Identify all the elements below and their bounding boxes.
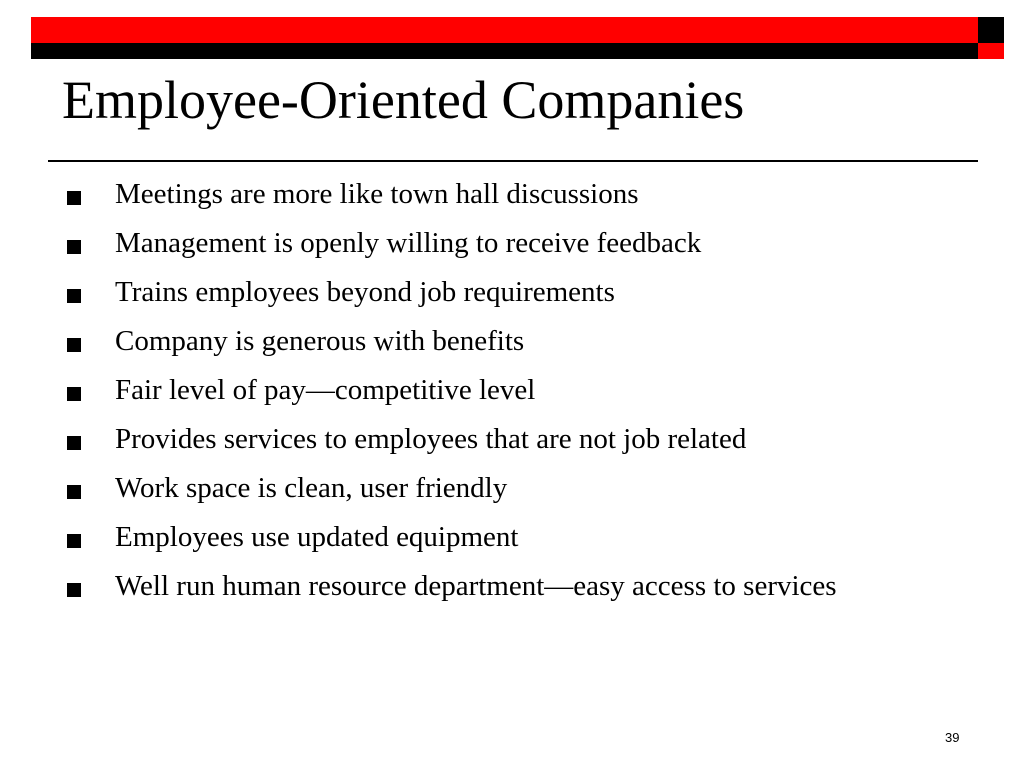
bullet-item [66,227,916,260]
bullet-item [66,570,916,603]
bullet-text: Well run human resource department—easy access to services [115,570,837,602]
square-bullet-icon [67,240,81,254]
bullet-text: Company is generous with benefits [115,325,525,357]
bullet-text: Fair level of pay—competitive level [115,374,536,406]
bullet-item [66,521,916,554]
header-corner-red-square [978,43,1004,59]
bullet-item [66,276,916,309]
square-bullet-icon [67,583,81,597]
bullet-item [66,374,916,407]
header-black-bar [31,43,978,59]
header-red-bar [31,17,978,43]
slide-title: Employee-Oriented Companies [62,70,745,130]
slide-number: 39 [945,730,960,745]
bullet-text: Employees use updated equipment [115,521,519,553]
square-bullet-icon [67,387,81,401]
bullet-text: Provides services to employees that are not job related [115,423,747,455]
bullet-item [66,325,916,358]
square-bullet-icon [67,436,81,450]
bullet-item [66,178,916,211]
title-divider [48,160,978,162]
bullet-text: Management is openly willing to receive feedback [115,227,702,259]
square-bullet-icon [67,485,81,499]
square-bullet-icon [67,338,81,352]
bullet-list [66,178,916,619]
square-bullet-icon [67,289,81,303]
header-corner-black-square [978,17,1004,43]
bullet-text: Trains employees beyond job requirements [115,276,615,308]
bullet-text: Meetings are more like town hall discussions [115,178,639,210]
square-bullet-icon [67,534,81,548]
bullet-item [66,472,916,505]
bullet-item [66,423,916,456]
bullet-text: Work space is clean, user friendly [115,472,508,504]
square-bullet-icon [67,191,81,205]
